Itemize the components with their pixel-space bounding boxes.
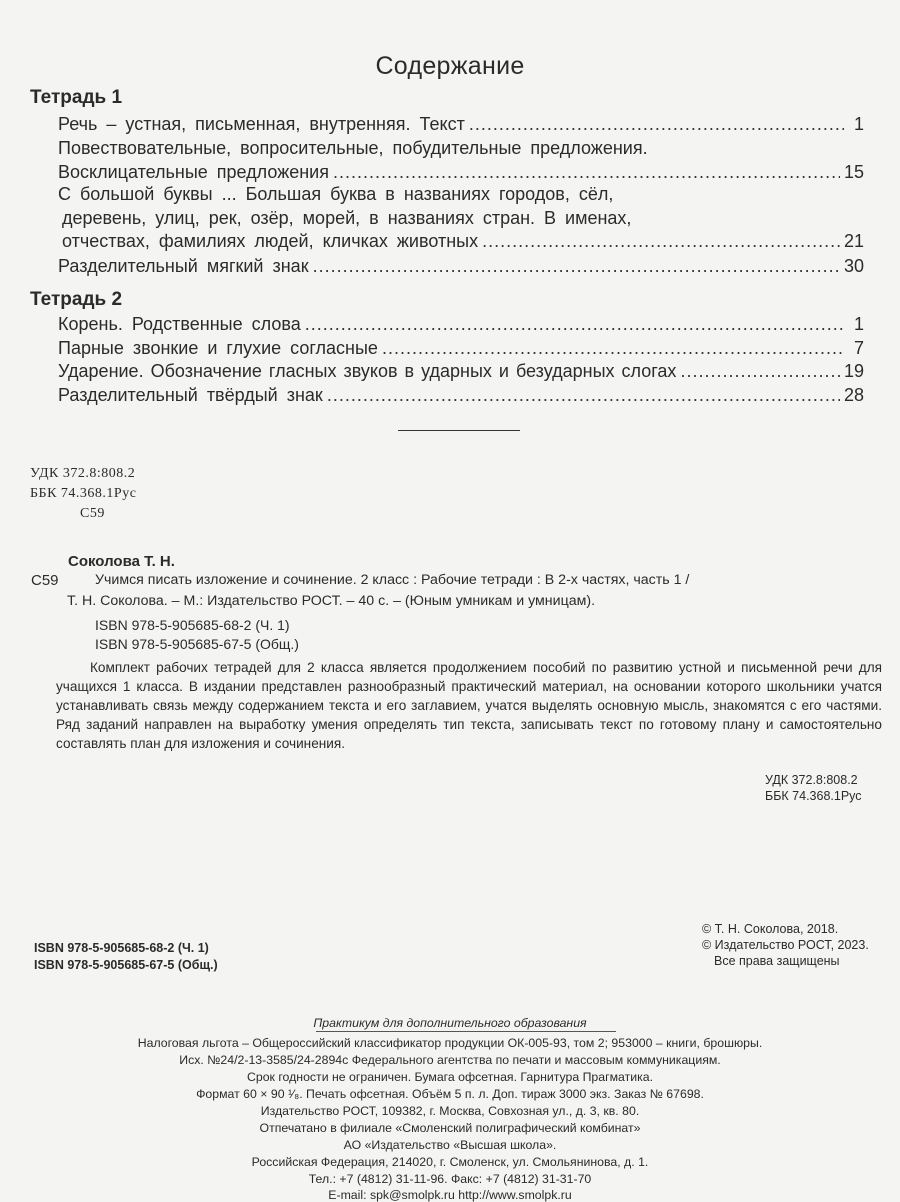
toc-leader-dots xyxy=(482,231,840,252)
toc-leader-dots xyxy=(313,256,840,277)
udk-code: УДК 372.8:808.2 xyxy=(30,466,136,481)
author-mark: С59 xyxy=(80,506,105,521)
toc-page-number: 1 xyxy=(853,114,864,134)
isbn-full: ISBN 978-5-905685-67-5 (Общ.) xyxy=(95,636,299,652)
toc-entry-line: Повествовательные, вопросительные, побудительные предложения. xyxy=(58,138,648,158)
toc-entry-text: Речь – устная, письменная, внутренняя. Текст xyxy=(58,114,465,134)
copyright-publisher: © Издательство РОСТ, 2023. xyxy=(702,938,869,952)
toc-entry-line: деревень, улиц, рек, озёр, морей, в названиях стран. В именах, xyxy=(62,208,632,228)
toc-title: Содержание xyxy=(375,52,525,80)
imprint-line: Российская Федерация, 214020, г. Смоленск, ул. Смольянинова, д. 1. xyxy=(251,1155,649,1169)
toc-entry-text: Корень. Родственные слова xyxy=(58,314,301,334)
biblio-line-1: Учимся писать изложение и сочинение. 2 класс : Рабочие тетради : В 2-х частях, часть 1 / xyxy=(95,572,690,588)
toc-entry-text: Ударение. Обозначение гласных звуков в ударных и безударных слогах xyxy=(58,361,677,381)
toc-page-number: 30 xyxy=(843,256,864,276)
series-name: Практикум для дополнительного образования xyxy=(313,1016,587,1030)
imprint-line: Тел.: +7 (4812) 31-11-96. Факс: +7 (4812) 31-31-70 xyxy=(308,1172,592,1186)
toc-entry-text: Разделительный твёрдый знак xyxy=(58,385,323,405)
udk-code-right: УДК 372.8:808.2 xyxy=(765,773,858,787)
toc-entry[interactable] xyxy=(62,231,864,252)
toc-leader-dots xyxy=(382,338,844,359)
biblio-code: С59 xyxy=(31,572,59,589)
imprint-line: Исх. №24/2-13-3585/24-2894с Федерального агентства по печати и массовым коммуникациям. xyxy=(179,1053,721,1067)
toc-entry[interactable] xyxy=(58,162,864,183)
all-rights-reserved: Все права защищены xyxy=(714,954,840,968)
isbn-part1: ISBN 978-5-905685-68-2 (Ч. 1) xyxy=(95,617,290,633)
imprint-line: Издательство РОСТ, 109382, г. Москва, Совхозная ул., д. 3, кв. 80. xyxy=(260,1104,640,1118)
toc-page-number: 1 xyxy=(853,314,864,334)
toc-entry[interactable] xyxy=(58,385,864,406)
isbn-bold-part1: ISBN 978-5-905685-68-2 (Ч. 1) xyxy=(34,941,209,955)
bbk-code: ББК 74.368.1Рус xyxy=(30,486,137,501)
toc-page-number: 28 xyxy=(843,385,864,405)
toc-entry-text: Восклицательные предложения xyxy=(58,162,329,182)
toc-entry[interactable] xyxy=(58,256,864,277)
toc-entry[interactable] xyxy=(58,314,864,335)
toc-section-heading-2: Тетрадь 2 xyxy=(30,289,123,310)
biblio-line-2: Т. Н. Соколова. – М.: Издательство РОСТ. – 40 с. – (Юным умникам и умницам). xyxy=(67,593,596,609)
toc-leader-dots xyxy=(333,162,840,183)
imprint-line: АО «Издательство «Высшая школа». xyxy=(343,1138,557,1152)
imprint-line: Формат 60 × 90 ¹⁄₈. Печать офсетная. Объём 5 п. л. Доп. тираж 3000 экз. Заказ № 67698. xyxy=(196,1087,704,1101)
toc-entry[interactable] xyxy=(58,338,864,359)
imprint-divider xyxy=(316,1031,616,1032)
toc-entry-text: Парные звонкие и глухие согласные xyxy=(58,338,378,358)
imprint-line: Отпечатано в филиале «Смоленский полиграфический комбинат» xyxy=(259,1121,641,1135)
toc-leader-dots xyxy=(469,114,844,135)
isbn-bold-full: ISBN 978-5-905685-67-5 (Общ.) xyxy=(34,958,218,972)
toc-leader-dots xyxy=(305,314,844,335)
toc-page-number: 19 xyxy=(843,361,864,381)
imprint-line: Срок годности не ограничен. Бумага офсетная. Гарнитура Прагматика. xyxy=(246,1070,654,1084)
toc-page-number: 15 xyxy=(843,162,864,182)
toc-leader-dots xyxy=(680,361,840,382)
divider xyxy=(398,430,520,431)
biblio-author: Соколова Т. Н. xyxy=(68,553,175,570)
imprint-contacts[interactable]: E-mail: spk@smolpk.ru http://www.smolpk.ru xyxy=(328,1188,572,1202)
toc-entry[interactable] xyxy=(58,361,864,382)
bbk-code-right: ББК 74.368.1Рус xyxy=(765,789,862,803)
toc-page-number: 7 xyxy=(853,338,864,358)
toc-leader-dots xyxy=(327,385,840,406)
toc-section-heading-1: Тетрадь 1 xyxy=(30,87,123,108)
imprint-line: Налоговая льгота – Общероссийский классификатор продукции ОК-005-93, том 2; 953000 – книги, брошюры. xyxy=(137,1036,763,1050)
toc-page-number: 21 xyxy=(843,231,864,251)
annotation: Комплект рабочих тетрадей для 2 класса является продолжением пособий по развитию устной и письменной речи для учащихся 1 класса. В издании представлен разнообразный практический материал, на основании которого школьники учатся устанавливать связь между содержанием текста и его заглавием, учатся выделять основную мысль, знакомятся с его частями. Ряд заданий направлен на выработку умения определять тип текста, записывать текст по готовому плану и самостоятельно составлять план для изложения и сочинения. xyxy=(56,660,882,751)
toc-entry-text: Разделительный мягкий знак xyxy=(58,256,309,276)
copyright-author: © Т. Н. Соколова, 2018. xyxy=(702,922,839,936)
toc-entry-text: отчествах, фамилиях людей, кличках животных xyxy=(62,231,479,251)
toc-entry-line: С большой буквы ... Большая буква в названиях городов, сёл, xyxy=(58,184,614,204)
toc-entry[interactable] xyxy=(58,114,864,135)
